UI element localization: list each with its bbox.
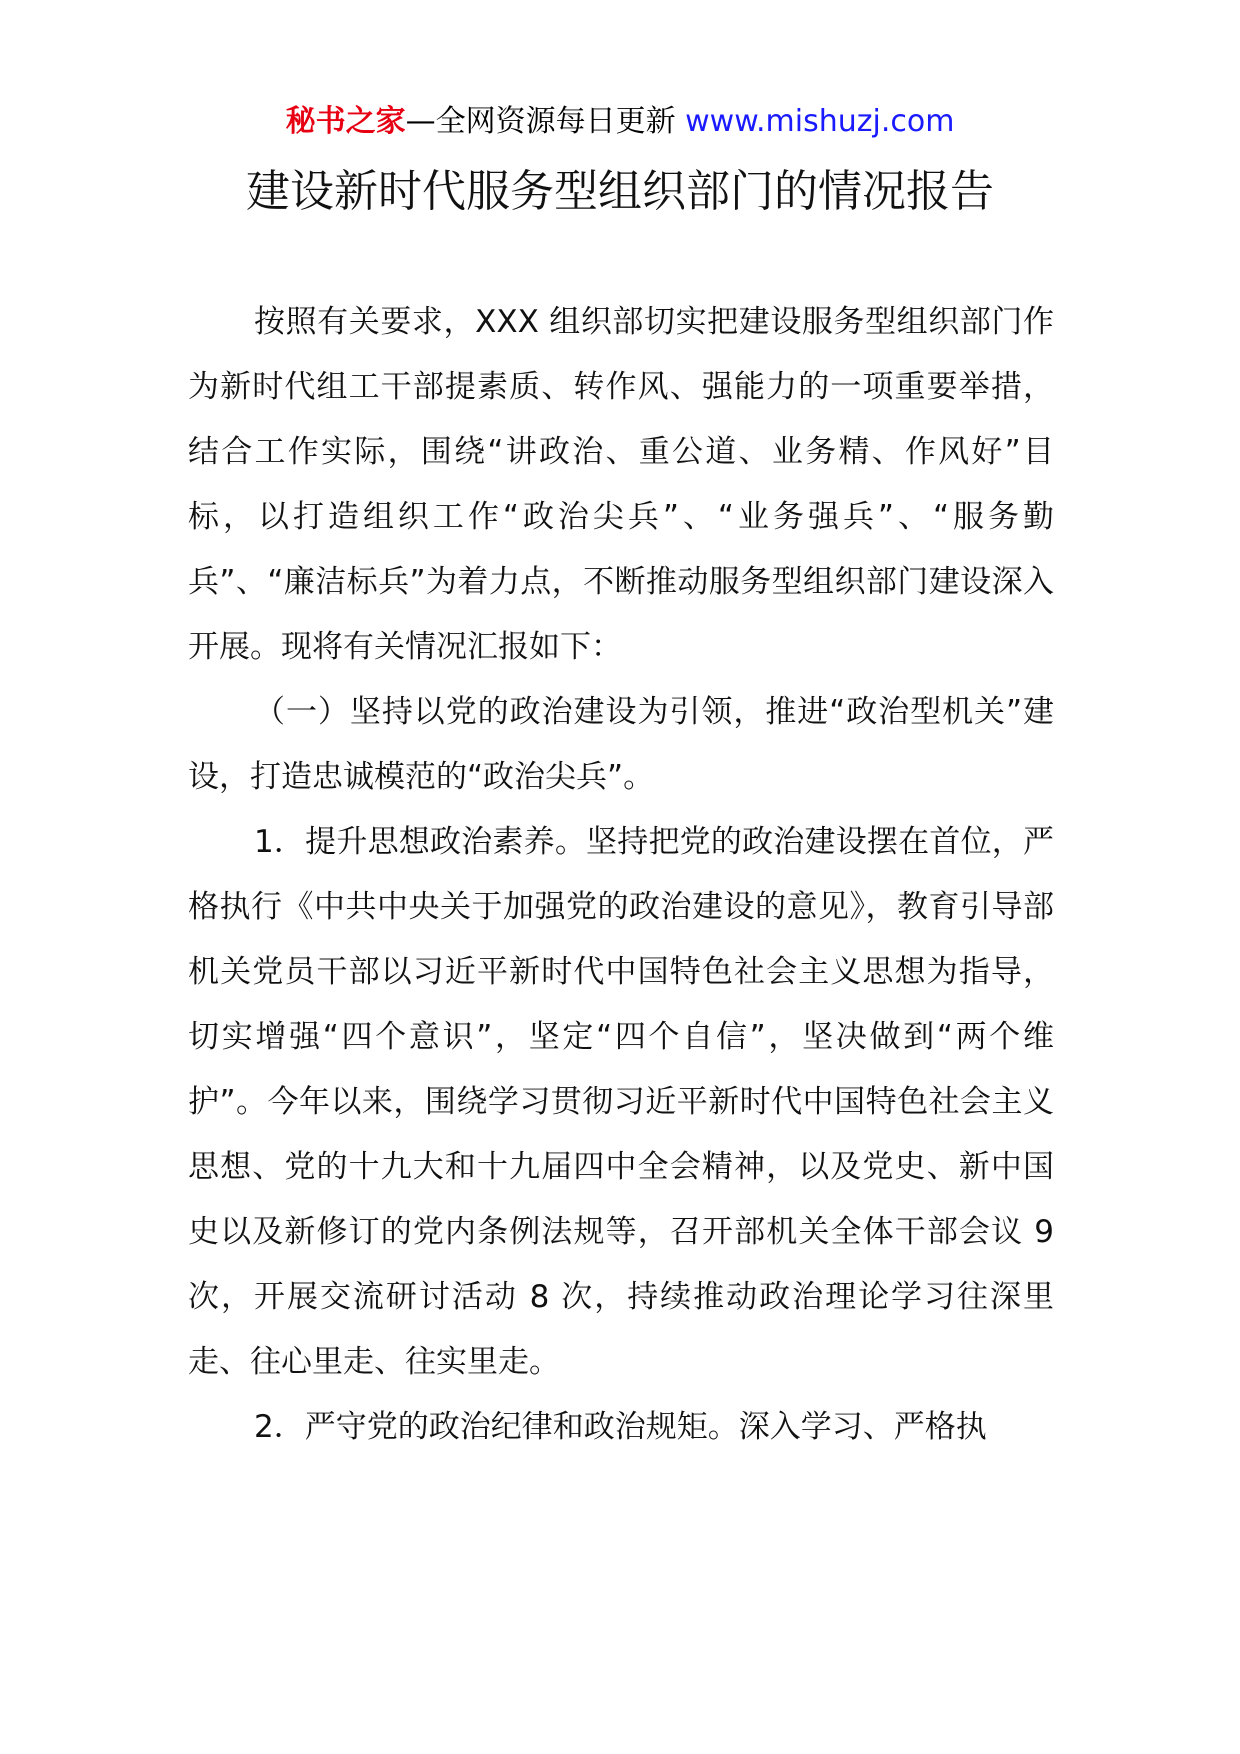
subsection-paragraph: 1．提升思想政治素养。坚持把党的政治建设摆在首位，严格执行《中共中央关于加强党的政治建设的意见》，教育引导部机关党员干部以习近平新时代中国特色社会主义思想为指导，切实增强“四个意识”，坚定“四个自信”，坚决做到“两个维护”。今年以来，围绕学习贯彻习近平新时代中国特色社会主义思想、党的十九大和十九届四中全会精神，以及党史、新中国史以及新修订的党内条例法规等，召开部机关全体干部会议 9 次，开展交流研讨活动 8 次，持续推动政治理论学习往深里走、往心里走、往实里走。 bbox=[188, 824, 1054, 1380]
site-tagline: —全网资源每日更新 bbox=[405, 104, 686, 139]
subsection-paragraph: 2．严守党的政治纪律和政治规矩。深入学习、严格执 bbox=[254, 1409, 987, 1445]
site-header bbox=[0, 100, 1240, 144]
document-title: 建设新时代服务型组织部门的情况报告 bbox=[246, 166, 994, 217]
site-url-link[interactable]: www.mishuzj.com bbox=[685, 104, 955, 139]
site-brand: 秘书之家 bbox=[285, 104, 406, 139]
section-heading: （一）坚持以党的政治建设为引领，推进“政治型机关”建设，打造忠诚模范的“政治尖兵”。 bbox=[188, 694, 1054, 795]
document-body bbox=[188, 290, 1054, 1460]
intro-paragraph: 按照有关要求，XXX 组织部切实把建设服务型组织部门作为新时代组工干部提素质、转作风、强能力的一项重要举措，结合工作实际，围绕“讲政治、重公道、业务精、作风好”目标，以打造组织工作“政治尖兵”、“业务强兵”、“服务勤兵”、“廉洁标兵”为着力点，不断推动服务型组织部门建设深入开展。现将有关情况汇报如下： bbox=[188, 304, 1054, 665]
